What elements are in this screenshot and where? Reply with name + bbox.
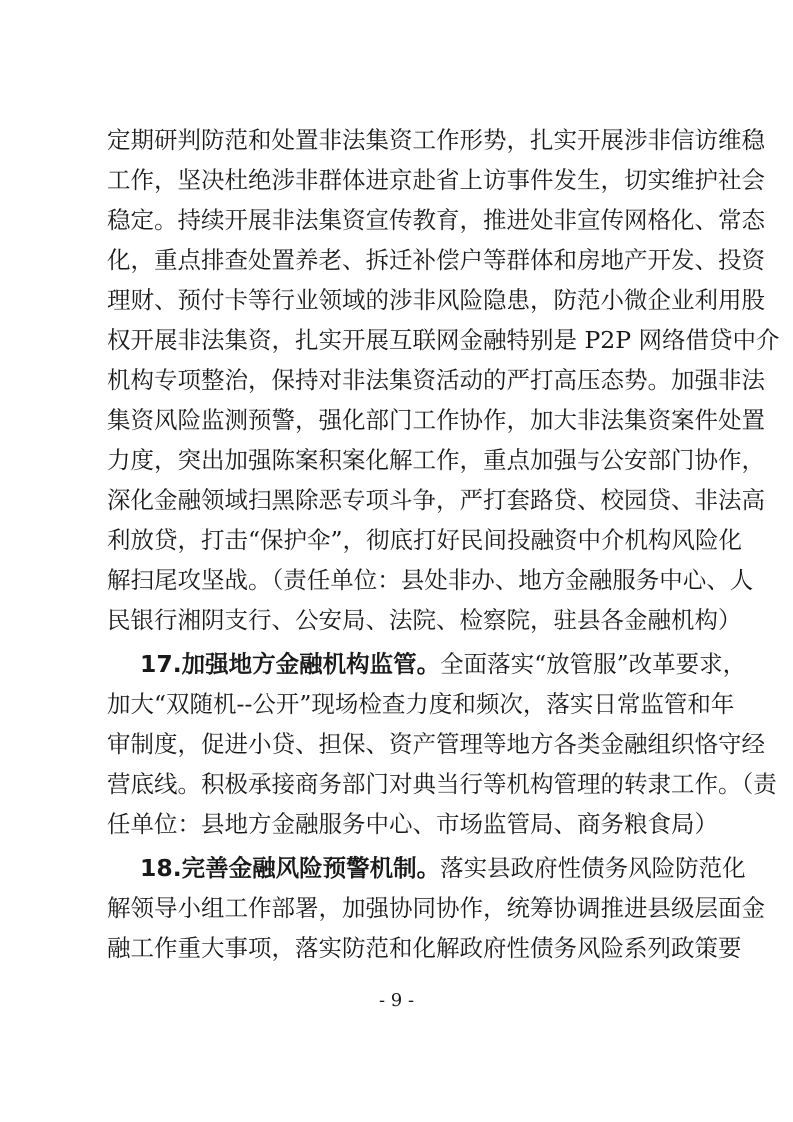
body-text-line: 加大“双随机--公开”现场检查力度和频次，落实日常监管和年 — [107, 690, 735, 718]
body-text-line: 审制度，促进小贷、担保、资产管理等地方各类金融组织恪守经 — [107, 730, 765, 758]
section-18-first-line-text: 落实县政府性债务风险防范化 — [440, 854, 746, 882]
body-text-line: 工作，坚决杜绝涉非群体进京赴省上访事件发生，切实维护社会 — [107, 166, 765, 194]
section-18-heading: 18.完善金融风险预警机制。 — [140, 854, 441, 882]
page-number: - 9 - — [378, 990, 415, 1011]
body-text-line: 稳定。持续开展非法集资宣传教育，推进处非宣传网格化、常态 — [107, 206, 765, 234]
body-text-line: 民银行湘阴支行、公安局、法院、检察院，驻县各金融机构） — [107, 606, 742, 634]
section-17-first-line-text: 全面落实“放管服”改革要求， — [440, 650, 747, 678]
body-text-line: 力度，突出加强陈案积案化解工作，重点加强与公安部门协作， — [107, 446, 765, 474]
section-17-heading: 17.加强地方金融机构监管。 — [140, 650, 441, 678]
body-text-line: 深化金融领域扫黑除恶专项斗争，严打套路贷、校园贷、非法高 — [107, 486, 765, 514]
body-text-line: 集资风险监测预警，强化部门工作协作，加大非法集资案件处置 — [107, 406, 765, 434]
body-text-line: 权开展非法集资，扎实开展互联网金融特别是 P2P 网络借贷中介 — [107, 326, 780, 354]
body-text-line: 利放贷，打击“保护伞”，彻底打好民间投融资中介机构风险化 — [107, 526, 743, 554]
body-text-line: 定期研判防范和处置非法集资工作形势，扎实开展涉非信访维稳 — [107, 126, 765, 154]
body-text-line: 解扫尾攻坚战。（责任单位：县处非办、地方金融服务中心、人 — [107, 566, 754, 594]
body-text-line: 化，重点排查处置养老、拆迁补偿户等群体和房地产开发、投资 — [107, 246, 765, 274]
section-18-first-line — [140, 852, 746, 884]
body-text-line: 解领导小组工作部署，加强协同协作，统筹协调推进县级层面金 — [107, 894, 765, 922]
body-text-line: 机构专项整治，保持对非法集资活动的严打高压态势。加强非法 — [107, 366, 765, 394]
body-text-line: 理财、预付卡等行业领域的涉非风险隐患，防范小微企业利用股 — [107, 286, 765, 314]
body-text-line: 融工作重大事项，落实防范和化解政府性债务风险系列政策要 — [107, 934, 742, 962]
body-text-line: 任单位：县地方金融服务中心、市场监管局、商务粮食局） — [107, 810, 718, 838]
section-17-first-line — [140, 648, 747, 680]
body-text-line: 营底线。积极承接商务部门对典当行等机构管理的转隶工作。（责 — [107, 770, 777, 798]
